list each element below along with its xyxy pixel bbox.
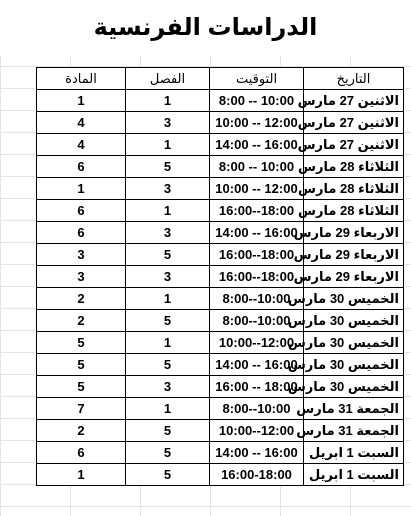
time-cell[interactable]: 14:00 -- 16:00 (210, 442, 304, 464)
table-row (37, 178, 404, 200)
subject-cell[interactable]: 5 (37, 354, 126, 376)
time-cell[interactable]: 16:00--18:00 (210, 266, 304, 288)
date-cell[interactable]: الخميس 30 مارس (304, 288, 404, 310)
header-time[interactable]: التوقيت (210, 68, 304, 90)
class-cell[interactable]: 5 (126, 310, 210, 332)
header-class[interactable]: الفصل (126, 68, 210, 90)
time-cell[interactable]: 8:00--10:00 (210, 310, 304, 332)
subject-cell[interactable]: 2 (37, 310, 126, 332)
table-row (37, 244, 404, 266)
table-row (37, 332, 404, 354)
subject-cell[interactable]: 4 (37, 112, 126, 134)
subject-cell[interactable]: 6 (37, 222, 126, 244)
table-row (37, 266, 404, 288)
header-subject[interactable]: المادة (37, 68, 126, 90)
table-row (37, 310, 404, 332)
date-cell[interactable]: السبت 1 ابريل (304, 464, 404, 486)
date-cell[interactable]: الثلاثاء 28 مارس (304, 156, 404, 178)
time-cell[interactable]: 14:00 -- 16:00 (210, 222, 304, 244)
date-cell[interactable]: السبت 1 ابريل (304, 442, 404, 464)
table-body (37, 90, 404, 486)
subject-cell[interactable]: 2 (37, 420, 126, 442)
subject-cell[interactable]: 3 (37, 266, 126, 288)
date-cell[interactable]: الاثنين 27 مارس (304, 134, 404, 156)
class-cell[interactable]: 1 (126, 398, 210, 420)
time-cell[interactable]: 10:00--12:00 (210, 420, 304, 442)
class-cell[interactable]: 3 (126, 222, 210, 244)
table-row (37, 420, 404, 442)
subject-cell[interactable]: 5 (37, 332, 126, 354)
subject-cell[interactable]: 6 (37, 442, 126, 464)
class-cell[interactable]: 1 (126, 134, 210, 156)
page-title: الدراسات الفرنسية (0, 8, 411, 48)
date-cell[interactable]: الاربعاء 29 مارس (304, 266, 404, 288)
subject-cell[interactable]: 2 (37, 288, 126, 310)
class-cell[interactable]: 5 (126, 156, 210, 178)
table-row (37, 134, 404, 156)
table-row (37, 354, 404, 376)
class-cell[interactable]: 1 (126, 90, 210, 112)
class-cell[interactable]: 5 (126, 464, 210, 486)
table-row (37, 288, 404, 310)
subject-cell[interactable]: 6 (37, 200, 126, 222)
time-cell[interactable]: 16:00-18:00 (210, 464, 304, 486)
subject-cell[interactable]: 1 (37, 90, 126, 112)
time-cell[interactable]: 16:00 -- 18:00 (210, 376, 304, 398)
table-row (37, 442, 404, 464)
subject-cell[interactable]: 3 (37, 244, 126, 266)
date-cell[interactable]: الاثنين 27 مارس (304, 90, 404, 112)
class-cell[interactable]: 3 (126, 376, 210, 398)
header-row (37, 68, 404, 90)
class-cell[interactable]: 3 (126, 178, 210, 200)
time-cell[interactable]: 8:00 -- 10:00 (210, 156, 304, 178)
subject-cell[interactable]: 1 (37, 464, 126, 486)
date-cell[interactable]: الخميس 30 مارس (304, 332, 404, 354)
date-cell[interactable]: الجمعة 31 مارس (304, 420, 404, 442)
time-cell[interactable]: 8:00--10:00 (210, 398, 304, 420)
time-cell[interactable]: 16:00--18:00 (210, 244, 304, 266)
date-cell[interactable]: الجمعة 31 مارس (304, 398, 404, 420)
table-row (37, 398, 404, 420)
date-cell[interactable]: الخميس 30 مارس (304, 310, 404, 332)
table-row (37, 156, 404, 178)
table-row (37, 90, 404, 112)
date-cell[interactable]: الاثنين 27 مارس (304, 112, 404, 134)
time-cell[interactable]: 8:00 -- 10:00 (210, 90, 304, 112)
time-cell[interactable]: 14:00 -- 16:00 (210, 354, 304, 376)
class-cell[interactable]: 5 (126, 442, 210, 464)
table-row (37, 464, 404, 486)
header-date[interactable]: التاريخ (304, 68, 404, 90)
class-cell[interactable]: 5 (126, 420, 210, 442)
subject-cell[interactable]: 6 (37, 156, 126, 178)
table-row (37, 200, 404, 222)
table-row (37, 222, 404, 244)
time-cell[interactable]: 8:00--10:00 (210, 288, 304, 310)
class-cell[interactable]: 3 (126, 266, 210, 288)
time-cell[interactable]: 16:00--18:00 (210, 200, 304, 222)
time-cell[interactable]: 10:00--12:00 (210, 332, 304, 354)
class-cell[interactable]: 5 (126, 244, 210, 266)
time-cell[interactable]: 10:00 -- 12:00 (210, 178, 304, 200)
date-cell[interactable]: الثلاثاء 28 مارس (304, 178, 404, 200)
subject-cell[interactable]: 1 (37, 178, 126, 200)
table-row (37, 376, 404, 398)
date-cell[interactable]: الثلاثاء 28 مارس (304, 200, 404, 222)
class-cell[interactable]: 1 (126, 288, 210, 310)
table-row (37, 112, 404, 134)
time-cell[interactable]: 10:00 -- 12:00 (210, 112, 304, 134)
class-cell[interactable]: 5 (126, 354, 210, 376)
subject-cell[interactable]: 7 (37, 398, 126, 420)
schedule-table (36, 67, 404, 486)
date-cell[interactable]: الخميس 30 مارس (304, 376, 404, 398)
class-cell[interactable]: 1 (126, 332, 210, 354)
class-cell[interactable]: 1 (126, 200, 210, 222)
subject-cell[interactable]: 5 (37, 376, 126, 398)
time-cell[interactable]: 14:00 -- 16:00 (210, 134, 304, 156)
date-cell[interactable]: الاربعاء 29 مارس (304, 222, 404, 244)
date-cell[interactable]: الخميس 30 مارس (304, 354, 404, 376)
subject-cell[interactable]: 4 (37, 134, 126, 156)
class-cell[interactable]: 3 (126, 112, 210, 134)
date-cell[interactable]: الاربعاء 29 مارس (304, 244, 404, 266)
